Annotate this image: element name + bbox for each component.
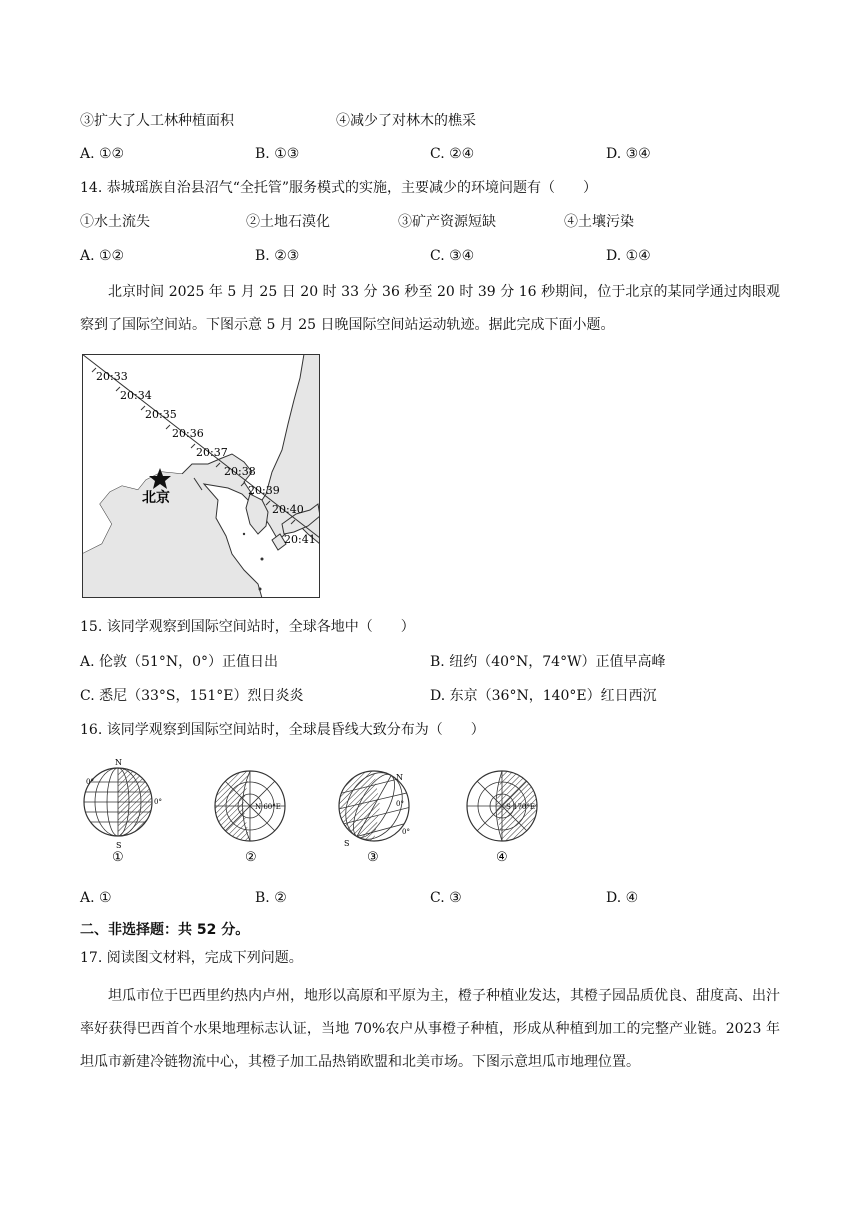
north-label: N	[396, 773, 403, 782]
globe-figure-3	[330, 756, 430, 866]
q15-option-a: A. 伦敦（51°N，0°）正值日出	[80, 654, 278, 670]
map-time-label: 20:36	[172, 427, 204, 440]
map-time-label: 20:39	[248, 484, 280, 497]
map-time-label: 20:38	[224, 465, 256, 478]
q16-stem: 16. 该同学观察到国际空间站时，全球晨昏线大致分布为（ ）	[80, 722, 485, 738]
section-heading: 二、非选择题：共 52 分。	[80, 922, 250, 938]
q14-item-4: ④土壤污染	[564, 214, 634, 230]
figure-number: ②	[245, 850, 257, 865]
map-time-label: 20:33	[96, 370, 128, 383]
globe-figure-2	[205, 756, 305, 866]
q15-16-intro: 北京时间 2025 年 5 月 25 日 20 时 33 分 36 秒至 20 时 39 分 16 秒期间，位于北京的某同学通过肉眼观察到了国际空间站。下图示意 5 月 25 日晚国际空间站运动轨迹。据此完成下面小题。	[80, 284, 780, 333]
q15-option-d: D. 东京（36°N，140°E）红日西沉	[430, 688, 657, 704]
q16-option-a: A. ①	[80, 890, 112, 906]
map-city-label: 北京	[142, 490, 170, 506]
meridian-label: 0°	[86, 778, 94, 786]
map-time-label: 20:37	[196, 446, 228, 459]
q16-option-c: C. ③	[430, 890, 462, 906]
q14-item-1: ①水土流失	[80, 214, 150, 230]
q15-option-c: C. 悉尼（33°S，151°E）烈日炎炎	[80, 688, 304, 704]
q14-option-d: D. ①④	[606, 248, 651, 264]
q14-option-a: A. ①②	[80, 248, 125, 264]
q14-stem: 14. 恭城瑶族自治县沼气“全托管”服务模式的实施，主要减少的环境问题有（ ）	[80, 180, 598, 196]
q13-option-b: B. ①③	[255, 146, 300, 162]
equator-label: 0°	[154, 798, 162, 806]
q14-option-b: B. ②③	[255, 248, 300, 264]
map-time-label: 20:40	[272, 503, 304, 516]
south-label: S	[116, 841, 122, 850]
q13-option-a: A. ①②	[80, 146, 125, 162]
q14-option-c: C. ③④	[430, 248, 475, 264]
globe-figure-1	[80, 756, 170, 866]
pole-label: N 60°E	[255, 803, 281, 811]
q17-stem: 17. 阅读图文材料，完成下列问题。	[80, 950, 303, 966]
figure-number: ③	[367, 850, 379, 865]
pole-label: S 170°E	[506, 803, 535, 811]
q17-material: 坦瓜市位于巴西里约热内卢州，地形以高原和平原为主，橙子种植业发达，其橙子园品质优良、甜度高、出汁率好获得巴西首个水果地理标志认证，当地 70%农户从事橙子种植，形成从种植到加工的完整产业链。2023 年坦瓜市新建冷链物流中心，其橙子加工品热销欧盟和北美市场。下图示意坦瓜市地理位置。	[80, 988, 780, 1070]
q13-option-d: D. ③④	[606, 146, 651, 162]
q15-stem: 15. 该同学观察到国际空间站时，全球各地中（ ）	[80, 619, 415, 635]
q16-option-d: D. ④	[606, 890, 639, 906]
iss-track-map	[82, 354, 320, 598]
q13-option-c: C. ②④	[430, 146, 475, 162]
equator-label: 0°	[402, 828, 410, 836]
globe-figure-4	[460, 756, 560, 866]
map-time-label: 20:34	[120, 389, 152, 402]
north-label: N	[115, 758, 122, 767]
map-time-label: 20:41	[284, 533, 316, 546]
q13-item-4: ④减少了对林木的樵采	[336, 113, 476, 129]
q13-item-3: ③扩大了人工林种植面积	[80, 113, 234, 129]
figure-number: ④	[496, 850, 508, 865]
q14-item-2: ②土地石漠化	[246, 214, 330, 230]
q15-option-b: B. 纽约（40°N，74°W）正值早高峰	[430, 654, 666, 670]
q16-option-b: B. ②	[255, 890, 287, 906]
south-label: S	[344, 839, 350, 848]
figure-number: ①	[112, 850, 124, 865]
map-time-label: 20:35	[145, 408, 177, 421]
meridian-label: 0°	[396, 800, 404, 808]
q14-item-3: ③矿产资源短缺	[398, 214, 496, 230]
